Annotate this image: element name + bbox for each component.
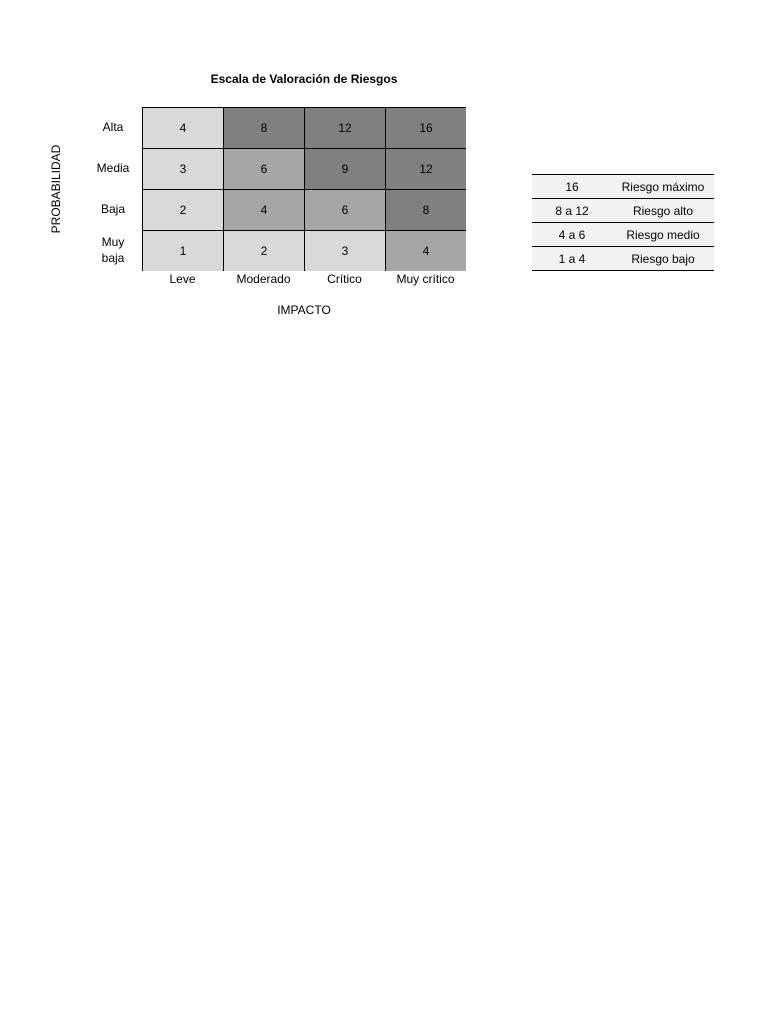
column-label: Muy crítico [396, 272, 455, 286]
legend-label: Riesgo medio [626, 227, 700, 242]
matrix-cell: 4 [143, 108, 224, 149]
legend-range: 1 a 4 [558, 251, 586, 266]
legend-label: Riesgo alto [632, 203, 694, 218]
matrix-cell: 9 [305, 149, 386, 190]
legend-row [532, 247, 714, 271]
matrix-cell: 6 [224, 149, 305, 190]
column-label: Moderado [236, 272, 291, 286]
matrix-cell: 4 [224, 190, 305, 231]
legend-row [532, 199, 714, 223]
matrix-cell: 16 [386, 108, 466, 149]
legend-row [532, 223, 714, 247]
matrix-cell: 2 [224, 231, 305, 271]
legend-range: 16 [565, 179, 579, 194]
matrix-cell: 8 [224, 108, 305, 149]
matrix-cell: 8 [386, 190, 466, 231]
legend-row [532, 175, 714, 199]
matrix-cell: 4 [386, 231, 466, 271]
x-axis-title: IMPACTO [277, 303, 331, 317]
matrix-cell: 2 [143, 190, 224, 231]
legend-label: Riesgo máximo [621, 179, 705, 194]
legend-range: 4 a 6 [558, 227, 586, 242]
matrix-cell: 6 [305, 190, 386, 231]
row-label: Media [96, 161, 130, 175]
matrix-cell: 1 [143, 231, 224, 271]
column-label: Crítico [327, 272, 362, 286]
legend-label: Riesgo bajo [631, 251, 695, 266]
matrix-cell: 3 [143, 149, 224, 190]
matrix-cell: 3 [305, 231, 386, 271]
chart-title: Escala de Valoración de Riesgos [210, 72, 398, 86]
matrix-cell: 12 [305, 108, 386, 149]
column-label: Leve [169, 272, 196, 286]
risk-legend-table [532, 174, 714, 271]
row-label: Alta [102, 120, 124, 134]
row-label: Muy baja [101, 235, 125, 265]
y-axis-title: PROBABILIDAD [49, 144, 63, 234]
legend-range: 8 a 12 [555, 203, 589, 218]
matrix-cell: 12 [386, 149, 466, 190]
row-label: Baja [100, 202, 126, 216]
risk-matrix [142, 107, 466, 271]
